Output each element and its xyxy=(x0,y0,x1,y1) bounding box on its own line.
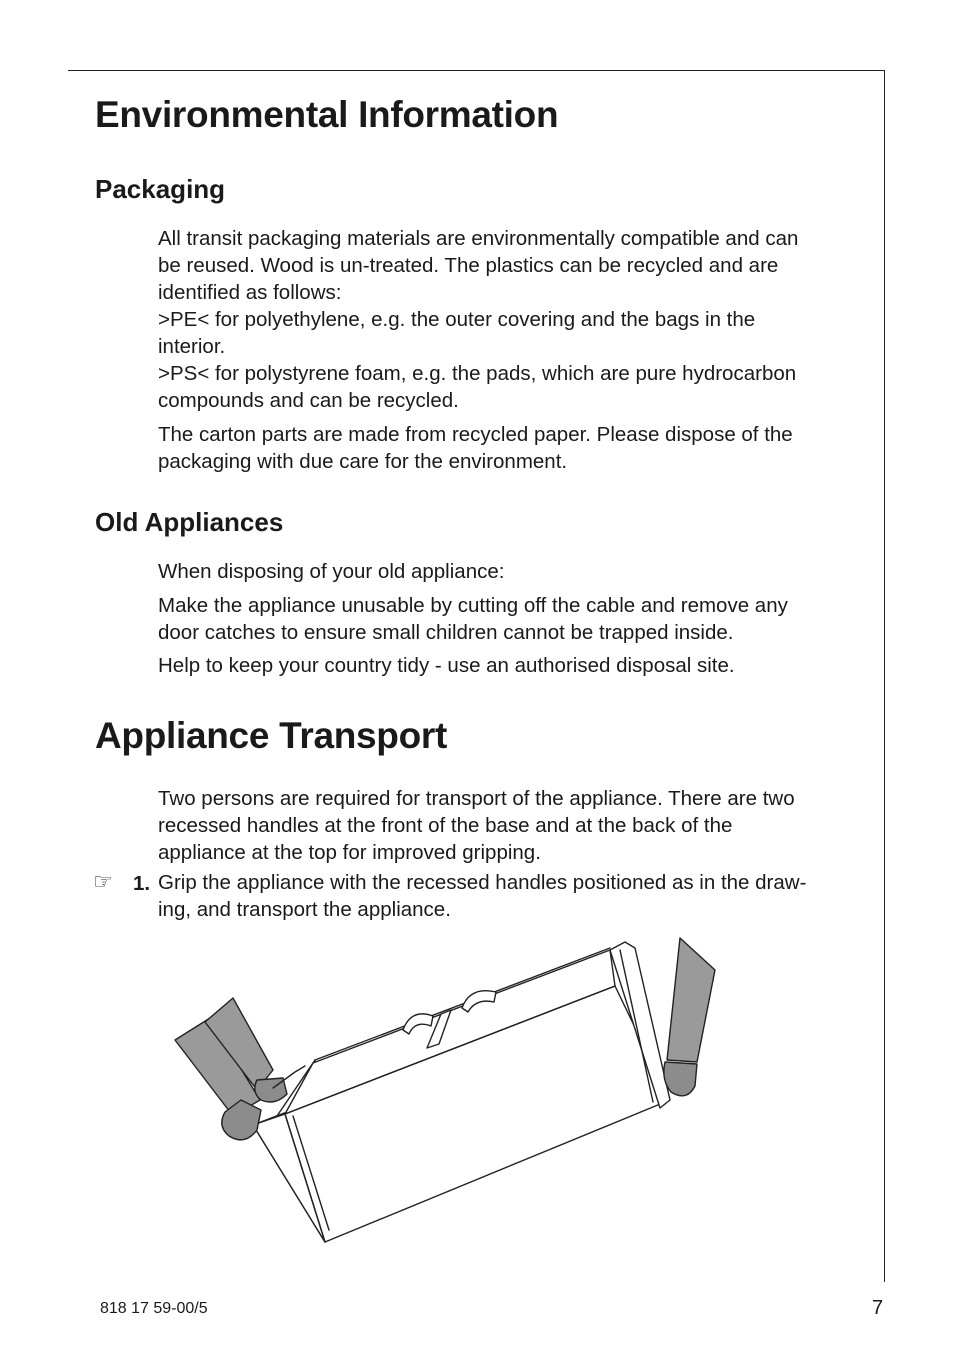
packaging-paragraph-2 xyxy=(158,421,870,475)
text-line: Make the appliance unusable by cutting off the cable and remove any xyxy=(158,594,788,617)
transport-illustration xyxy=(165,930,725,1250)
step-text xyxy=(158,869,870,923)
transport-paragraph xyxy=(158,785,870,866)
old-appliances-paragraph-1 xyxy=(158,558,870,585)
text-line: appliance at the top for improved gripping. xyxy=(158,841,541,864)
document-code: 818 17 59-00/5 xyxy=(100,1300,208,1317)
text-line: Grip the appliance with the recessed handles positioned as in the draw- xyxy=(158,871,807,894)
right-rule xyxy=(884,70,885,1282)
page-number: 7 xyxy=(872,1297,884,1319)
text-line: identified as follows: xyxy=(158,281,342,304)
transport-title: Appliance Transport xyxy=(95,715,448,756)
old-appliances-paragraph-2 xyxy=(158,592,870,646)
text-line: Two persons are required for transport of the appliance. There are two xyxy=(158,787,795,810)
text-line: packaging with due care for the environment. xyxy=(158,450,568,473)
text-line: When disposing of your old appliance: xyxy=(158,560,505,583)
text-line: All transit packaging materials are environmentally compatible and can xyxy=(158,227,799,250)
env-title: Environmental Information xyxy=(95,94,559,135)
text-line: interior. xyxy=(158,335,226,358)
text-line: ing, and transport the appliance. xyxy=(158,898,451,921)
step-number: 1. xyxy=(133,872,151,895)
old-appliances-heading: Old Appliances xyxy=(95,507,284,537)
top-rule xyxy=(68,70,885,71)
text-line: Help to keep your country tidy - use an authorised disposal site. xyxy=(158,654,735,677)
text-line: recessed handles at the front of the base and at the back of the xyxy=(158,814,733,837)
text-line: door catches to ensure small children cannot be trapped inside. xyxy=(158,621,734,644)
packaging-heading: Packaging xyxy=(95,174,226,204)
text-line: The carton parts are made from recycled paper. Please dispose of the xyxy=(158,423,793,446)
text-line: be reused. Wood is un-treated. The plastics can be recycled and are xyxy=(158,254,779,277)
text-line: >PS< for polystyrene foam, e.g. the pads, which are pure hydrocarbon xyxy=(158,362,797,385)
packaging-paragraph-1 xyxy=(158,225,870,414)
text-line: >PE< for polyethylene, e.g. the outer covering and the bags in the xyxy=(158,308,756,331)
pointing-hand-icon: ☞ xyxy=(93,869,113,894)
old-appliances-paragraph-3 xyxy=(158,652,870,679)
text-line: compounds and can be recycled. xyxy=(158,389,459,412)
